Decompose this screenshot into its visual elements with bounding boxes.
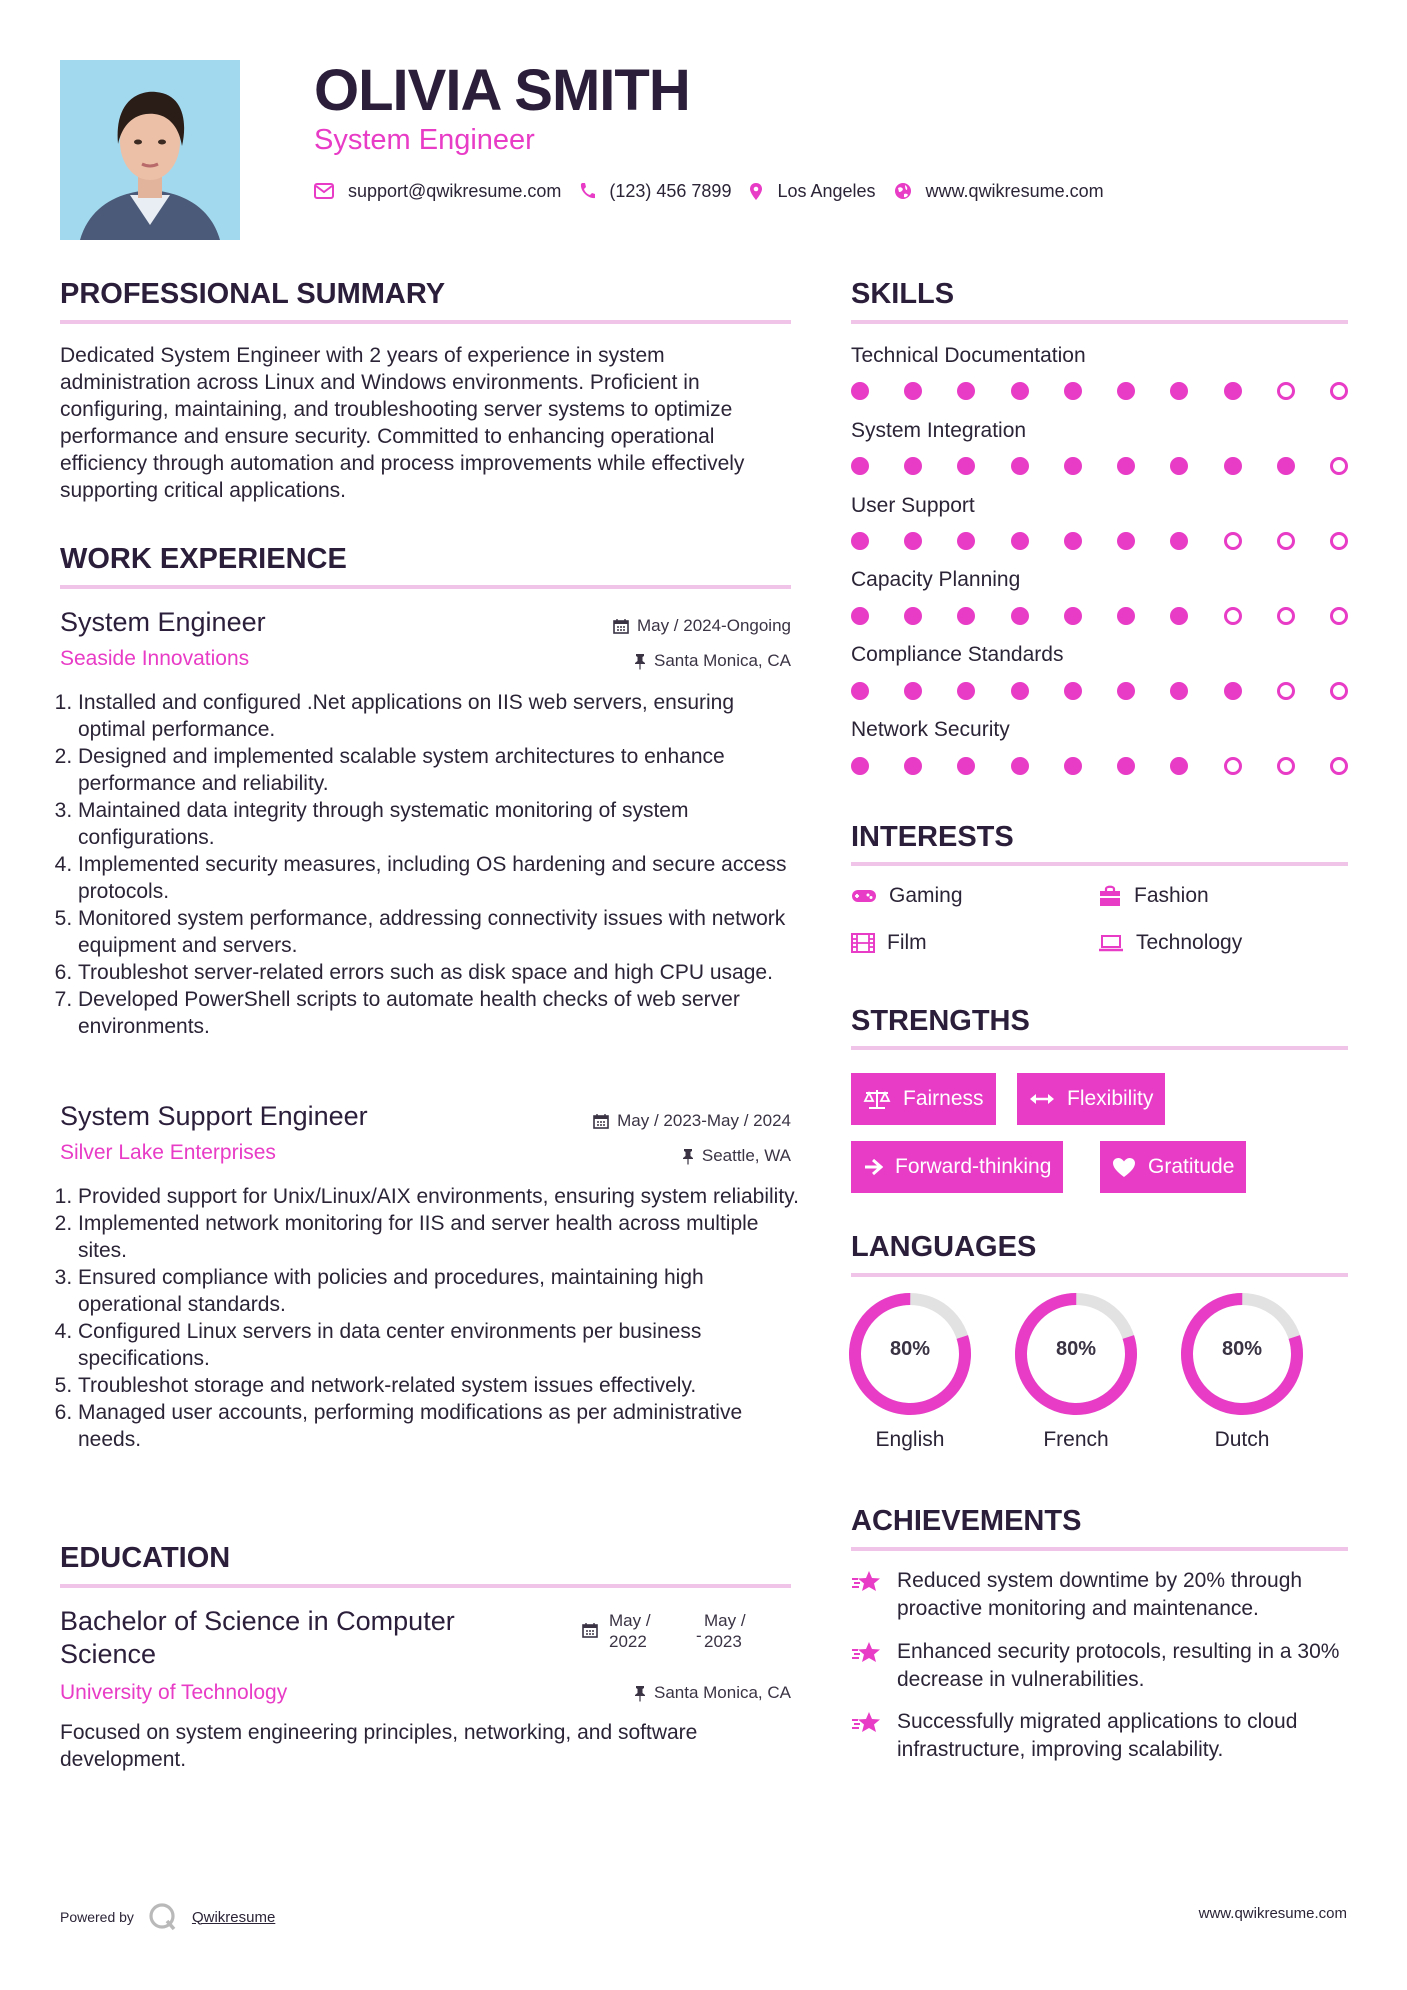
rating-dot-filled [957,682,975,700]
rating-dot-filled [1117,607,1135,625]
arrows-horizontal-icon [1029,1092,1055,1106]
strength-chip [1100,1141,1246,1193]
calendar-icon [613,618,629,634]
rating-dot-filled [1064,532,1082,550]
rating-dot-filled [904,682,922,700]
rating-dot-filled [1117,532,1135,550]
skill-label: Capacity Planning [851,568,1021,591]
candidate-title: System Engineer [314,124,535,156]
location-text: Los Angeles [777,180,876,201]
rating-dot-filled [1224,682,1242,700]
rating-dot-filled [957,382,975,400]
rating-dot-filled [1224,457,1242,475]
rating-dot-filled [1064,607,1082,625]
rating-dot-empty [1330,532,1348,550]
achievement-item [851,1638,1351,1694]
achievement-text: Reduced system downtime by 20% through proactive monitoring and maintenance. [897,1569,1303,1620]
interest-label: Gaming [889,884,963,907]
experience-rule [60,585,791,589]
calendar-icon [593,1113,609,1129]
powered-by-text: Powered by [60,1909,134,1925]
interest-item [1098,929,1242,957]
footer-powered-by [60,1902,275,1932]
rating-dot-filled [904,457,922,475]
balance-scale-icon [863,1088,891,1110]
achievements-rule [851,1547,1348,1551]
interest-label: Fashion [1134,884,1209,907]
rating-dot-filled [851,682,869,700]
rating-dot-filled [904,757,922,775]
rating-dot-filled [1011,532,1029,550]
heart-icon [1112,1157,1136,1178]
skill-label: System Integration [851,419,1027,442]
phone-icon [579,182,595,200]
rating-dot-filled [1117,682,1135,700]
rating-dot-filled [1170,532,1188,550]
rating-dot-filled [1224,382,1242,400]
contact-website[interactable] [894,181,1104,202]
profile-photo [60,60,240,240]
rating-dot-empty [1277,607,1295,625]
rating-dot-filled [851,757,869,775]
rating-dot-empty [1277,532,1295,550]
language-percent: 80% [1055,1338,1097,1360]
strength-label: Forward-thinking [895,1155,1052,1178]
education-location [634,1682,791,1704]
skill-label: Technical Documentation [851,344,1086,367]
rating-dot-empty [1330,682,1348,700]
interests-heading: INTERESTS [851,821,1014,853]
language-item [1180,1292,1304,1451]
rating-dot-filled [904,382,922,400]
end-date: May / 2023 [704,1611,746,1651]
job-location [682,1145,791,1167]
globe-icon [894,182,912,200]
list-item: 3. Ensured compliance with policies and procedures, maintaining high operational standards. [78,1264,800,1318]
strength-chip [851,1141,1063,1193]
rating-dot-filled [957,607,975,625]
summary-text: Dedicated System Engineer with 2 years of experience in system administration across Linux and Windows environments. Proficient in configuring, maintaining, and troubleshooting server systems to optimize performance and ensure security. Committed to enhancing operational efficiency through automation and process improvements while effectively supporting critical applications. [60,344,745,502]
duties-list [60,1183,800,1453]
list-item: 2. Designed and implemented scalable system architectures to enhance performance and reliability. [78,743,800,797]
list-item: 1. Installed and configured .Net applications on IIS web servers, ensuring optimal performance. [78,689,800,743]
achievement-text: Enhanced security protocols, resulting in a 30% decrease in vulnerabilities. [897,1640,1340,1691]
rating-dot-filled [1170,457,1188,475]
rating-dot-filled [1011,607,1029,625]
date-separator: - [696,1626,702,1645]
rating-dot-empty [1224,532,1242,550]
strengths-rule [851,1046,1348,1050]
languages-heading: LANGUAGES [851,1231,1037,1263]
rating-dot-empty [1224,607,1242,625]
language-percent: 80% [1221,1338,1263,1360]
skills-rule [851,320,1348,324]
language-percent: 80% [889,1338,931,1360]
rating-dot-filled [851,607,869,625]
skill-rating [851,756,1348,776]
experience-heading: WORK EXPERIENCE [60,543,347,575]
start-date: May / 2022 [609,1611,651,1651]
achievements-heading: ACHIEVEMENTS [851,1505,1082,1537]
job-dates [613,615,791,637]
school-name: University of Technology [60,1681,288,1704]
rating-dot-filled [851,532,869,550]
language-item [848,1292,972,1451]
dates-text: May / 2023-May / 2024 [617,1111,791,1130]
summary-heading: PROFESSIONAL SUMMARY [60,278,446,310]
contact-location [749,181,875,202]
strength-chip [851,1073,996,1125]
rating-dot-empty [1330,382,1348,400]
rating-dot-empty [1277,682,1295,700]
star-badge-icon [851,1640,883,1666]
pushpin-icon [634,1685,646,1702]
contact-bar [314,176,1122,206]
interests-rule [851,862,1348,866]
achievement-item [851,1708,1351,1764]
rating-dot-filled [1011,682,1029,700]
skill-rating [851,606,1348,626]
rating-dot-filled [1064,382,1082,400]
list-item: 5. Monitored system performance, addressing connectivity issues with network equipment and servers. [78,905,800,959]
website-text: www.qwikresume.com [925,180,1104,201]
interest-label: Film [887,931,927,954]
rating-dot-empty [1277,382,1295,400]
job-title: System Engineer [60,607,266,637]
arrow-right-icon [863,1158,883,1176]
rating-dot-filled [1170,382,1188,400]
language-name: French [1043,1428,1109,1451]
job-dates [593,1110,791,1132]
shopping-bag-icon [1098,885,1122,907]
brand-link[interactable]: Qwikresume [191,1908,276,1926]
envelope-icon [314,183,334,199]
rating-dot-filled [1117,382,1135,400]
list-item: 2. Implemented network monitoring for IIS and server health across multiple sites. [78,1210,800,1264]
interest-item [851,882,963,910]
rating-dot-empty [1224,757,1242,775]
summary-rule [60,320,791,324]
contact-email[interactable] [314,181,561,202]
phone-text: (123) 456 7899 [609,180,732,201]
rating-dot-filled [957,457,975,475]
rating-dot-filled [1117,757,1135,775]
rating-dot-filled [1277,457,1295,475]
star-badge-icon [851,1569,883,1595]
rating-dot-empty [1330,757,1348,775]
languages-rule [851,1273,1348,1277]
education-heading: EDUCATION [60,1542,231,1574]
strength-label: Flexibility [1067,1087,1154,1110]
location-text: Santa Monica, CA [653,1683,791,1702]
skill-label: User Support [851,494,975,517]
location-text: Santa Monica, CA [653,651,791,670]
list-item: 7. Developed PowerShell scripts to automate health checks of web server environments. [78,986,800,1040]
gamepad-icon [851,888,877,904]
company-name: Seaside Innovations [60,647,250,670]
list-item: 6. Troubleshot server-related errors such as disk space and high CPU usage. [78,959,800,986]
rating-dot-filled [1064,757,1082,775]
achievement-text: Successfully migrated applications to cloud infrastructure, improving scalability. [897,1710,1298,1761]
star-badge-icon [851,1710,883,1736]
rating-dot-filled [1117,457,1135,475]
rating-dot-filled [1170,682,1188,700]
skill-label: Compliance Standards [851,643,1064,666]
skill-rating [851,531,1348,551]
laptop-icon [1098,934,1124,952]
dates-text: May / 2024-Ongoing [636,616,791,635]
list-item: 5. Troubleshot storage and network-related system issues effectively. [78,1372,800,1399]
rating-dot-filled [851,457,869,475]
rating-dot-filled [851,382,869,400]
list-item: 6. Managed user accounts, performing modifications as per administrative needs. [78,1399,800,1453]
job-title: System Support Engineer [60,1101,368,1131]
interest-label: Technology [1136,931,1243,954]
rating-dot-filled [957,757,975,775]
rating-dot-filled [904,532,922,550]
skill-label: Network Security [851,718,1010,741]
company-name: Silver Lake Enterprises [60,1141,276,1164]
list-item: 4. Implemented security measures, including OS hardening and secure access protocols. [78,851,800,905]
pushpin-icon [634,653,646,670]
list-item: 4. Configured Linux servers in data center environments per business specifications. [78,1318,800,1372]
skill-rating [851,681,1348,701]
candidate-name: OLIVIA SMITH [314,58,690,123]
job-location [634,650,791,672]
language-name: Dutch [1214,1428,1270,1451]
list-item: 3. Maintained data integrity through systematic monitoring of system configurations. [78,797,800,851]
rating-dot-empty [1330,607,1348,625]
language-item [1014,1292,1138,1451]
rating-dot-empty [1277,757,1295,775]
rating-dot-filled [1011,382,1029,400]
strengths-heading: STRENGTHS [851,1005,1030,1037]
rating-dot-filled [904,607,922,625]
rating-dot-empty [1330,457,1348,475]
rating-dot-filled [1170,757,1188,775]
rating-dot-filled [1011,757,1029,775]
contact-phone[interactable] [579,181,731,202]
achievement-item [851,1567,1351,1623]
rating-dot-filled [1011,457,1029,475]
list-item: 1. Provided support for Unix/Linux/AIX environments, ensuring system reliability. [78,1183,800,1210]
strength-label: Fairness [903,1087,984,1110]
rating-dot-filled [1064,457,1082,475]
rating-dot-filled [1064,682,1082,700]
duties-list [60,689,800,1040]
map-pin-icon [749,182,763,201]
skill-rating [851,456,1348,476]
email-text: support@qwikresume.com [348,180,562,201]
calendar-icon [582,1622,598,1638]
interest-item [1098,882,1209,910]
language-name: English [875,1428,945,1451]
rating-dot-filled [1170,607,1188,625]
interest-item [851,929,927,957]
education-rule [60,1584,791,1588]
education-dates [582,1610,792,1654]
film-icon [851,933,875,953]
strength-label: Gratitude [1148,1155,1235,1178]
qwikresume-logo-icon [148,1902,178,1932]
skills-heading: SKILLS [851,278,955,310]
education-description: Focused on system engineering principles, networking, and software development. [60,1721,698,1771]
degree-title: Bachelor of Science in Computer Science [60,1606,455,1669]
skill-rating [851,381,1348,401]
footer-url[interactable]: www.qwikresume.com [1198,1905,1347,1922]
rating-dot-filled [957,532,975,550]
pushpin-icon [682,1148,694,1165]
strength-chip [1017,1073,1165,1125]
location-text: Seattle, WA [701,1146,791,1165]
